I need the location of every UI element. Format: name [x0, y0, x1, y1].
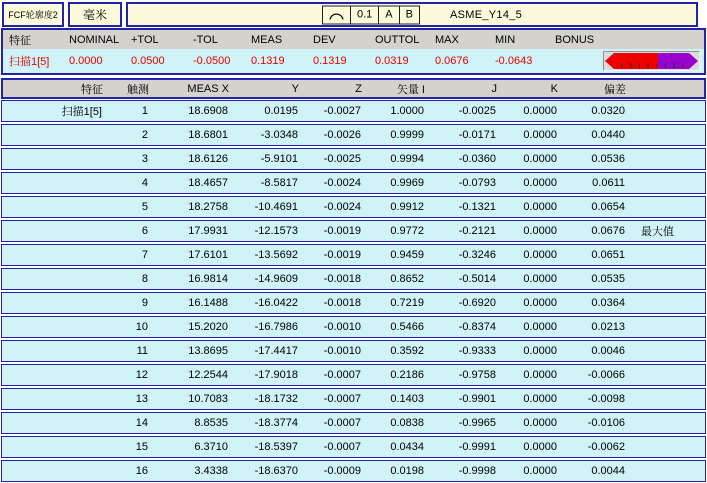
- summary-header-row: [3, 30, 704, 49]
- table-row[interactable]: [1, 196, 706, 218]
- summary-plustol-value: 0.0500: [131, 55, 165, 67]
- detail-col-j: J: [491, 82, 497, 95]
- cell-meas-z: -0.0026: [323, 129, 361, 141]
- cell-vector-k: 0.0000: [523, 177, 557, 189]
- cell-hit-number: 4: [141, 177, 148, 189]
- summary-col-nominal: NOMINAL: [69, 33, 120, 46]
- fcf-datum-b: B: [405, 8, 413, 21]
- cell-meas-y: -18.1732: [254, 393, 298, 405]
- summary-col-min: MIN: [495, 33, 516, 46]
- cell-meas-z: -0.0018: [323, 273, 361, 285]
- fcf-tolerance-value: 0.1: [351, 6, 379, 23]
- table-row[interactable]: [1, 388, 706, 410]
- cell-meas-x: 16.9814: [188, 273, 228, 285]
- cell-vector-j: -0.9965: [458, 417, 496, 429]
- detail-col-feature: 特征: [81, 83, 103, 96]
- summary-minustol-value: -0.0500: [193, 55, 231, 67]
- cell-deviation: 0.0440: [591, 129, 625, 141]
- cell-deviation: 0.0654: [591, 201, 625, 213]
- cell-meas-x: 17.6101: [188, 249, 228, 261]
- cell-vector-k: 0.0000: [523, 465, 557, 477]
- table-row[interactable]: [1, 316, 706, 338]
- fcf-datum-a: A: [379, 6, 399, 23]
- cell-deviation: 0.0535: [591, 273, 625, 285]
- report-top-bar: [0, 0, 707, 28]
- cell-meas-y: -16.7986: [254, 321, 298, 333]
- cell-meas-y: -12.1573: [254, 225, 298, 237]
- cell-meas-z: -0.0018: [323, 297, 361, 309]
- summary-col-outtol: OUTTOL: [375, 33, 420, 46]
- cell-meas-x: 18.6126: [188, 153, 228, 165]
- cell-meas-z: -0.0019: [323, 249, 361, 261]
- cell-meas-x: 15.2020: [188, 321, 228, 333]
- cell-vector-j: -0.3246: [458, 249, 496, 261]
- cell-meas-x: 18.6908: [188, 105, 228, 117]
- cell-meas-x: 18.6801: [188, 129, 228, 141]
- cell-vector-k: 0.0000: [523, 273, 557, 285]
- cell-vector-j: -0.9991: [458, 441, 496, 453]
- cell-deviation: 0.0046: [591, 345, 625, 357]
- cell-meas-y: -17.9018: [254, 369, 298, 381]
- cell-hit-number: 12: [135, 369, 148, 381]
- cell-vector-i: 0.9772: [390, 225, 424, 237]
- cell-vector-k: 0.0000: [523, 225, 557, 237]
- summary-max-value: 0.0676: [435, 55, 469, 67]
- cell-meas-y: -10.4691: [254, 201, 298, 213]
- cell-vector-j: -0.8374: [458, 321, 496, 333]
- cell-meas-x: 18.4657: [188, 177, 228, 189]
- table-row[interactable]: [1, 412, 706, 434]
- cell-hit-number: 16: [135, 465, 148, 477]
- detail-col-measx: MEAS X: [187, 82, 229, 95]
- cell-meas-z: -0.0025: [323, 153, 361, 165]
- detail-col-z: Z: [355, 82, 362, 95]
- cell-meas-z: -0.0019: [323, 225, 361, 237]
- cell-deviation: 0.0651: [591, 249, 625, 261]
- cell-meas-x: 10.7083: [188, 393, 228, 405]
- cell-meas-z: -0.0007: [323, 417, 361, 429]
- cell-deviation: 0.0676: [591, 225, 625, 237]
- cell-vector-j: -0.0793: [458, 177, 496, 189]
- summary-dev-value: 0.1319: [313, 55, 347, 67]
- detail-header-row: [1, 78, 706, 99]
- cell-hit-number: 8: [141, 273, 148, 285]
- cell-vector-i: 0.7219: [390, 297, 424, 309]
- summary-col-plustol: +TOL: [131, 33, 159, 46]
- cell-deviation: -0.0062: [587, 441, 625, 453]
- cell-meas-z: -0.0007: [323, 441, 361, 453]
- cell-deviation: 0.0320: [591, 105, 625, 117]
- cell-meas-x: 18.2758: [188, 201, 228, 213]
- summary-feature-value: 扫描1[5]: [9, 56, 50, 68]
- tolerance-bar-ticks: [614, 63, 689, 68]
- cell-vector-k: 0.0000: [523, 393, 557, 405]
- detail-col-k: K: [550, 82, 558, 95]
- cell-deviation: 0.0044: [591, 465, 625, 477]
- cell-hit-number: 7: [141, 249, 148, 261]
- cell-deviation: 0.0213: [591, 321, 625, 333]
- detail-rows: [0, 100, 707, 482]
- cell-hit-number: 10: [135, 321, 148, 333]
- cell-meas-z: -0.0024: [323, 201, 361, 213]
- summary-col-meas: MEAS: [251, 33, 283, 46]
- cell-vector-k: 0.0000: [523, 249, 557, 261]
- table-row[interactable]: [1, 220, 706, 242]
- cell-meas-x: 12.2544: [188, 369, 228, 381]
- cell-vector-k: 0.0000: [523, 441, 557, 453]
- cell-vector-i: 0.9969: [390, 177, 424, 189]
- cell-hit-number: 6: [141, 225, 148, 237]
- table-row[interactable]: [1, 148, 706, 170]
- cell-vector-j: -0.0025: [458, 105, 496, 117]
- cell-meas-y: -18.3774: [254, 417, 298, 429]
- tolerance-bar-frame: [603, 51, 700, 71]
- table-row[interactable]: [1, 244, 706, 266]
- cell-vector-j: -0.9758: [458, 369, 496, 381]
- cell-meas-y: 0.0195: [264, 105, 298, 117]
- cell-meas-y: -14.9609: [254, 273, 298, 285]
- cell-meas-y: -3.0348: [260, 129, 298, 141]
- summary-col-dev: DEV: [313, 33, 336, 46]
- cell-vector-j: -0.9333: [458, 345, 496, 357]
- table-row[interactable]: [1, 364, 706, 386]
- cell-meas-y: -8.5817: [260, 177, 298, 189]
- cell-vector-j: -0.2121: [458, 225, 496, 237]
- cell-vector-i: 0.9994: [390, 153, 424, 165]
- cell-vector-i: 0.0838: [390, 417, 424, 429]
- cell-feature: 扫描1[5]: [61, 106, 102, 118]
- cell-vector-k: 0.0000: [523, 297, 557, 309]
- table-row[interactable]: [1, 292, 706, 314]
- cell-meas-x: 13.8695: [188, 345, 228, 357]
- standard-label: ASME_Y14_5: [450, 8, 523, 21]
- cell-vector-i: 0.9999: [390, 129, 424, 141]
- cell-vector-k: 0.0000: [523, 369, 557, 381]
- cell-meas-y: -18.5397: [254, 441, 298, 453]
- cell-vector-k: 0.0000: [523, 153, 557, 165]
- cell-vector-i: 1.0000: [390, 105, 424, 117]
- cell-vector-i: 0.0198: [390, 465, 424, 477]
- summary-outtol-value: 0.0319: [375, 55, 409, 67]
- cell-vector-j: -0.9998: [458, 465, 496, 477]
- summary-col-max: MAX: [435, 33, 459, 46]
- tolerance-summary-block: [1, 28, 706, 75]
- cell-meas-z: -0.0007: [323, 369, 361, 381]
- summary-col-feature: 特征: [9, 34, 31, 47]
- cell-deviation: -0.0066: [587, 369, 625, 381]
- cell-vector-k: 0.0000: [523, 345, 557, 357]
- summary-min-value: -0.0643: [495, 55, 533, 67]
- feature-control-frame: [322, 5, 420, 24]
- cell-vector-i: 0.1403: [390, 393, 424, 405]
- fcf-frame-panel: [126, 2, 698, 27]
- cell-meas-z: -0.0027: [323, 105, 361, 117]
- table-row[interactable]: [1, 268, 706, 290]
- table-row[interactable]: [1, 100, 706, 122]
- cell-vector-k: 0.0000: [523, 129, 557, 141]
- cell-vector-i: 0.9459: [390, 249, 424, 261]
- cell-vector-i: 0.3592: [390, 345, 424, 357]
- cell-meas-z: -0.0010: [323, 321, 361, 333]
- cell-hit-number: 5: [141, 201, 148, 213]
- cell-vector-i: 0.9912: [390, 201, 424, 213]
- cell-meas-y: -18.6370: [254, 465, 298, 477]
- cell-vector-k: 0.0000: [523, 417, 557, 429]
- detail-col-vector-i: 矢量 I: [396, 83, 425, 96]
- cell-meas-y: -13.5692: [254, 249, 298, 261]
- cell-vector-j: -0.0360: [458, 153, 496, 165]
- table-row[interactable]: [1, 124, 706, 146]
- cell-meas-z: -0.0009: [323, 465, 361, 477]
- fcf-dimension-label: FCF轮廓度2: [2, 2, 64, 27]
- cell-vector-i: 0.0434: [390, 441, 424, 453]
- cell-hit-number: 1: [141, 105, 148, 117]
- table-row[interactable]: [1, 340, 706, 362]
- cell-meas-x: 16.1488: [188, 297, 228, 309]
- table-row[interactable]: [1, 436, 706, 458]
- cell-meas-x: 6.3710: [194, 441, 228, 453]
- cell-deviation: 0.0536: [591, 153, 625, 165]
- cell-hit-number: 3: [141, 153, 148, 165]
- summary-col-bonus: BONUS: [555, 33, 595, 46]
- cell-vector-i: 0.2186: [390, 369, 424, 381]
- cell-meas-y: -16.0422: [254, 297, 298, 309]
- summary-meas-value: 0.1319: [251, 55, 285, 67]
- unit-label: 毫米: [68, 2, 122, 27]
- cell-vector-i: 0.5466: [390, 321, 424, 333]
- cell-deviation: 0.0611: [592, 177, 625, 189]
- cell-meas-z: -0.0007: [323, 393, 361, 405]
- cell-meas-y: -17.4417: [254, 345, 298, 357]
- summary-col-minustol: -TOL: [193, 33, 218, 46]
- cell-hit-number: 2: [141, 129, 148, 141]
- cell-meas-y: -5.9101: [260, 153, 298, 165]
- cell-vector-j: -0.5014: [458, 273, 496, 285]
- cell-vector-i: 0.8652: [390, 273, 424, 285]
- cell-hit-number: 15: [135, 441, 148, 453]
- cell-meas-x: 3.4338: [194, 465, 228, 477]
- cell-vector-k: 0.0000: [523, 105, 557, 117]
- cell-vector-j: -0.9901: [458, 393, 496, 405]
- cell-hit-number: 9: [141, 297, 148, 309]
- cell-hit-number: 14: [135, 417, 148, 429]
- tolerance-bar: [605, 53, 698, 69]
- table-row[interactable]: [1, 460, 706, 482]
- summary-result-row[interactable]: [3, 49, 704, 73]
- detail-col-hit: 触测: [127, 83, 149, 96]
- cell-meas-z: -0.0010: [323, 345, 361, 357]
- cell-meas-x: 17.9931: [188, 225, 228, 237]
- cell-hit-number: 13: [135, 393, 148, 405]
- cell-vector-j: -0.6920: [458, 297, 496, 309]
- summary-nominal-value: 0.0000: [69, 55, 103, 67]
- cell-annotation: 最大值: [641, 226, 674, 238]
- cell-meas-z: -0.0024: [323, 177, 361, 189]
- detail-col-y: Y: [291, 82, 299, 95]
- cell-deviation: -0.0106: [587, 417, 625, 429]
- table-row[interactable]: [1, 172, 706, 194]
- cell-vector-k: 0.0000: [523, 201, 557, 213]
- cell-deviation: -0.0098: [587, 393, 625, 405]
- detail-col-deviation: 偏差: [604, 83, 626, 96]
- profile-of-line-icon: [323, 6, 351, 23]
- cell-vector-j: -0.1321: [458, 201, 496, 213]
- cell-vector-j: -0.0171: [458, 129, 496, 141]
- cell-hit-number: 11: [136, 345, 148, 357]
- cell-vector-k: 0.0000: [523, 321, 557, 333]
- cell-deviation: 0.0364: [591, 297, 625, 309]
- cell-meas-x: 8.8535: [194, 417, 228, 429]
